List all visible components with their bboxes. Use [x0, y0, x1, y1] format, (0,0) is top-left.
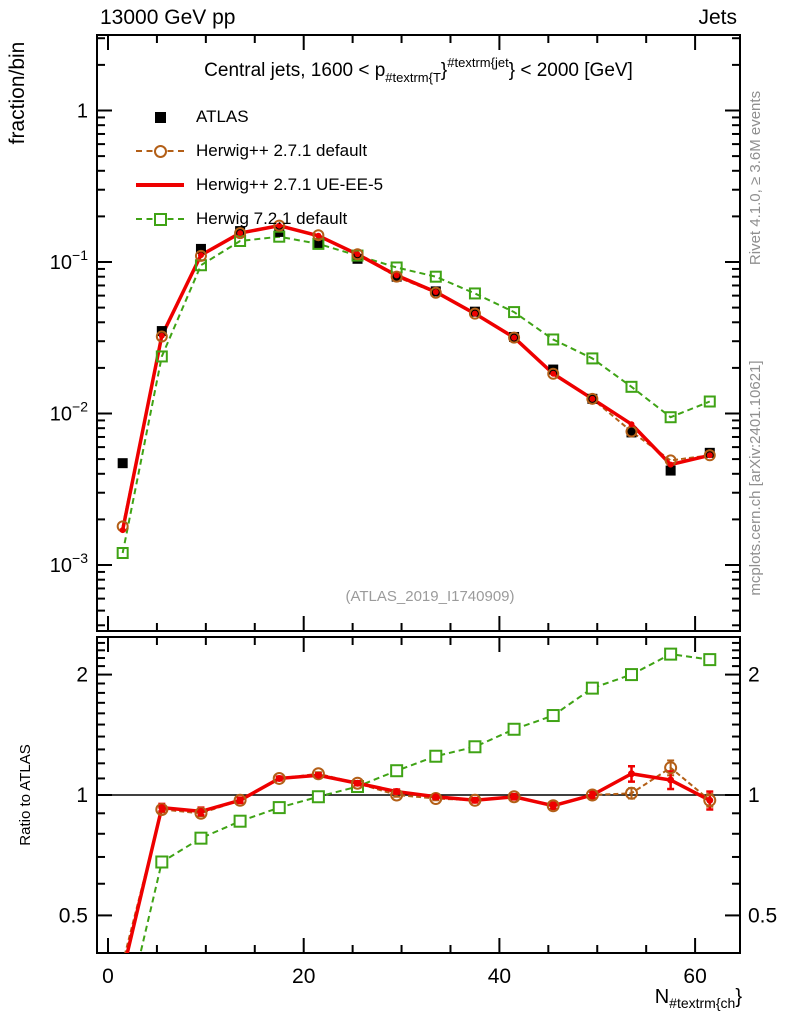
legend-label: Herwig++ 2.7.1 default [196, 141, 368, 160]
svg-text:0: 0 [102, 965, 114, 988]
legend-item-herwigpp-default [136, 134, 383, 168]
svg-text:10−1: $10^{-1}$ [49, 247, 88, 274]
plot-title-main: Central jets, 1600 < p [204, 60, 386, 81]
svg-text:20: 20 [292, 965, 316, 988]
y-axis-title-ratio: Ratio to ATLAS [17, 744, 34, 846]
atlas-marker-icon [136, 108, 184, 126]
legend-label: ATLAS [196, 107, 249, 126]
analysis-id-watermark: (ATLAS_2019_I1740909) [345, 588, 515, 605]
svg-text:60: 60 [683, 965, 707, 988]
ratio-panel-series [117, 649, 715, 1024]
dashed-square-marker-icon [136, 210, 184, 228]
svg-text:40: 40 [487, 965, 512, 988]
legend-item-herwigpp-ueee5 [136, 168, 383, 202]
svg-text:1: 1 [748, 784, 760, 807]
svg-text:2: 2 [76, 663, 88, 687]
svg-text:0.5: 0.5 [58, 904, 88, 928]
svg-text:10−3: $10^{-3}$ [49, 550, 88, 577]
main-panel-series [118, 221, 715, 558]
svg-text:10−2: $10^{-2}$ [49, 398, 88, 426]
dashed-circle-marker-icon [136, 142, 184, 160]
plot-title-superscript: #textrm{jet [447, 55, 509, 70]
svg-text:1: 1 [76, 784, 88, 807]
beam-energy-header: 13000 GeV pp [100, 6, 236, 29]
y-axis-title-main: fraction/bin [6, 41, 29, 145]
plot-title: Central jets, $1600 < p_{\#textrm\{T}\}^{\#textrm\{jet}\} < 2000$ [GeV] [204, 55, 633, 85]
plot-title-subscript: #textrm{T [385, 70, 441, 85]
mcplots-arxiv-note: mcplots.cern.ch [arXiv:2401.10621] [747, 360, 764, 596]
legend-label: Herwig 7.2.1 default [196, 209, 348, 228]
legend [136, 100, 383, 236]
x-axis-title: $N_{\#textrm\{ch}$} [654, 986, 742, 1011]
svg-text:1: 1 [76, 100, 88, 123]
analysis-group-header: Jets [698, 6, 737, 29]
legend-item-atlas [136, 100, 383, 134]
legend-item-herwig7-default [136, 202, 383, 236]
svg-text:2: 2 [748, 663, 760, 687]
svg-text:0.5: 0.5 [748, 904, 778, 928]
solid-line-marker-icon [136, 176, 184, 194]
legend-label: Herwig++ 2.7.1 UE-EE-5 [196, 175, 384, 194]
rivet-version-note: Rivet 4.1.0, ≥ 3.6M events [747, 90, 764, 266]
